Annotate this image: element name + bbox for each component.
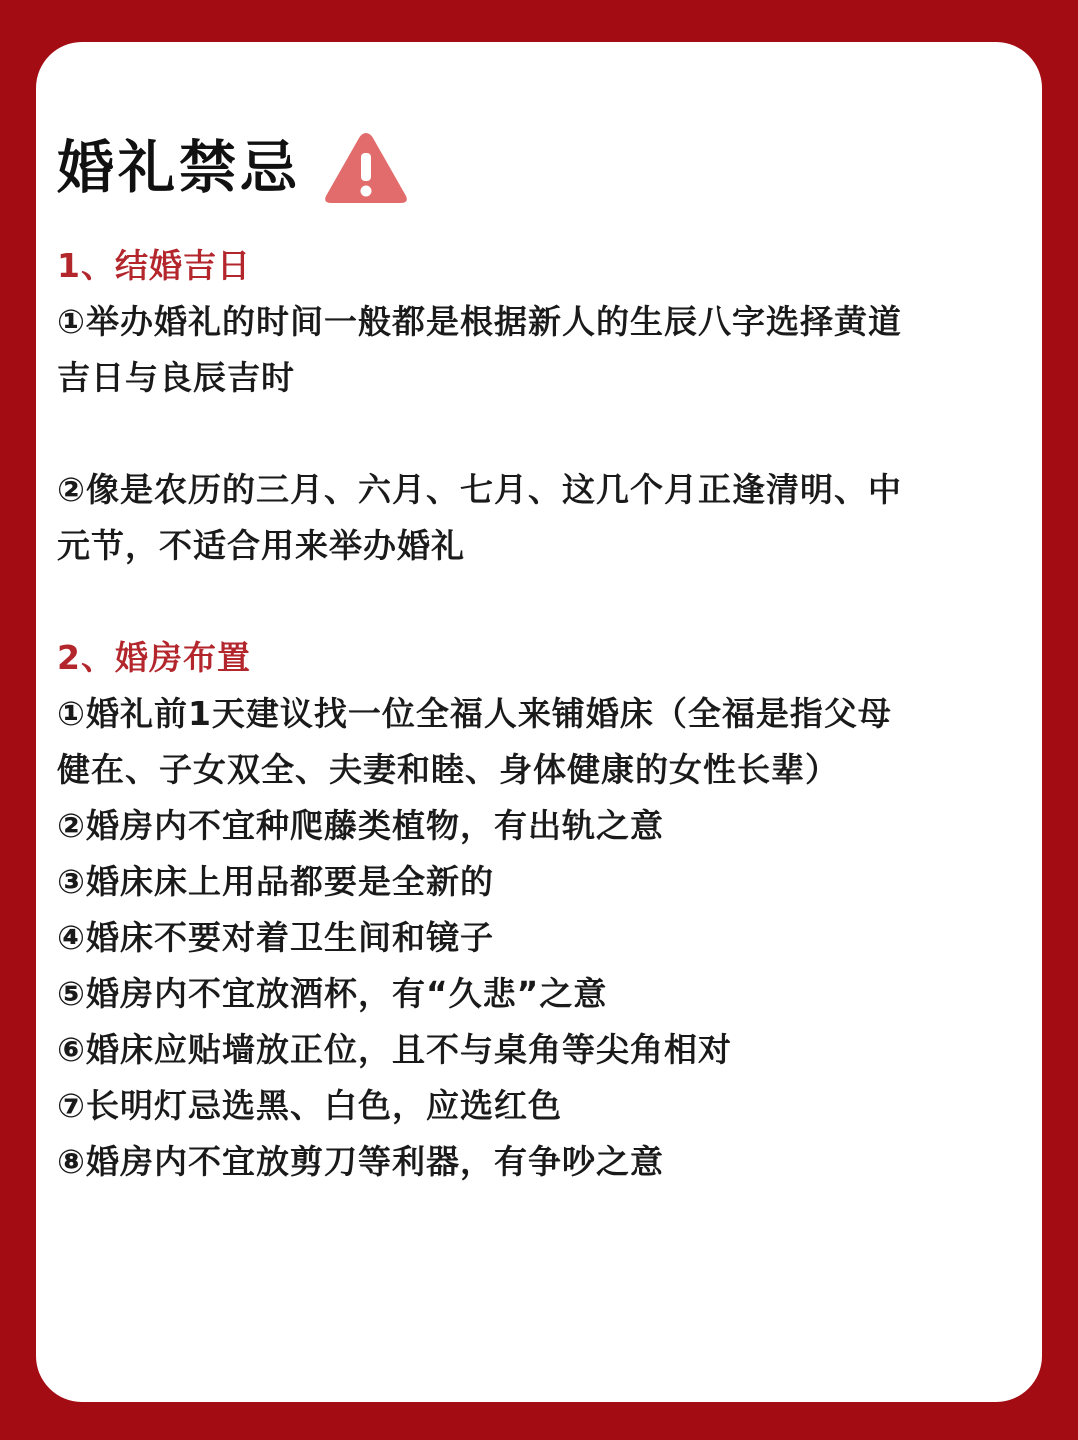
item-line: 元节，不适合用来举办婚礼	[57, 526, 465, 565]
item-line: ①婚礼前1天建议找一位全福人来铺婚床（全福是指父母	[57, 694, 892, 733]
section-heading-wedding-room: 2、婚房布置	[57, 638, 251, 677]
list-item: ⑧婚房内不宜放剪刀等利器，有争吵之意	[57, 1142, 664, 1181]
section-heading-auspicious-date: 1、结婚吉日	[57, 246, 251, 285]
item-line: ②像是农历的三月、六月、七月、这几个月正逢清明、中	[57, 470, 902, 509]
list-item: ⑥婚床应贴墙放正位，且不与桌角等尖角相对	[57, 1030, 732, 1069]
item-line: 健在、子女双全、夫妻和睦、身体健康的女性长辈）	[57, 750, 839, 789]
list-item	[57, 462, 957, 574]
warning-icon	[323, 129, 409, 207]
title-row	[57, 126, 409, 210]
page-title: 婚礼禁忌	[57, 135, 301, 201]
list-item	[57, 686, 957, 798]
item-line: ①举办婚礼的时间一般都是根据新人的生辰八字选择黄道	[57, 302, 902, 341]
content	[57, 238, 957, 1190]
list-item: ⑦长明灯忌选黑、白色，应选红色	[57, 1086, 562, 1125]
list-item: ⑤婚房内不宜放酒杯，有“久悲”之意	[57, 974, 608, 1013]
list-item: ③婚床床上用品都要是全新的	[57, 862, 494, 901]
list-item	[57, 294, 957, 406]
list-item: ④婚床不要对着卫生间和镜子	[57, 918, 494, 957]
item-line: 吉日与良辰吉时	[57, 358, 295, 397]
list-item: ②婚房内不宜种爬藤类植物，有出轨之意	[57, 806, 664, 845]
